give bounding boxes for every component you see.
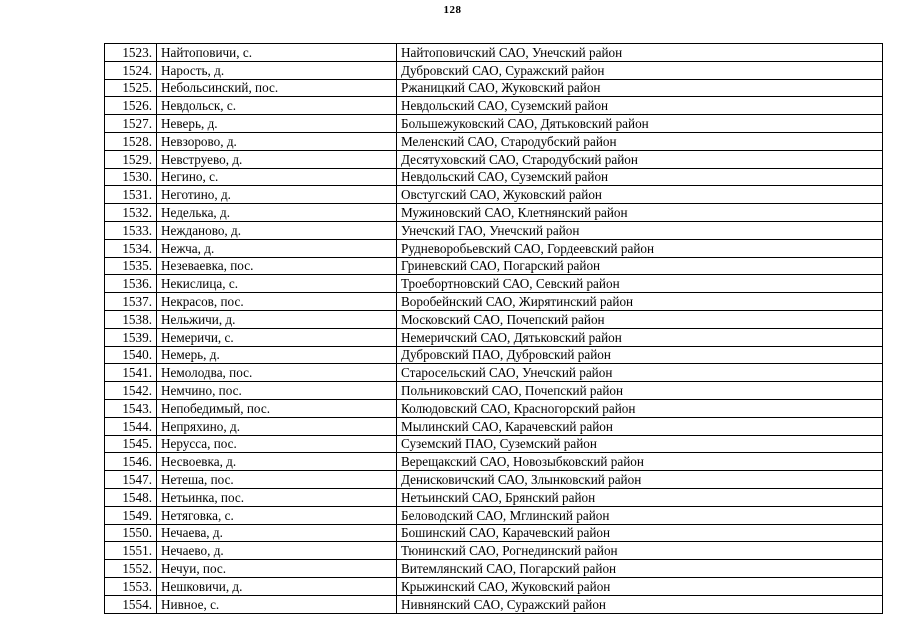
administrative-unit-cell: Колюдовский САО, Красногорский район (397, 399, 883, 417)
settlement-name-cell: Нежча, д. (157, 239, 397, 257)
administrative-unit-cell: Польниковский САО, Почепский район (397, 382, 883, 400)
table-row (105, 399, 883, 417)
table-row (105, 577, 883, 595)
settlement-name-cell: Нивное, с. (157, 595, 397, 613)
table-row (105, 364, 883, 382)
row-number-cell: 1531. (105, 186, 157, 204)
settlement-name-cell: Небольсинский, пос. (157, 79, 397, 97)
row-number-cell: 1542. (105, 382, 157, 400)
table-row (105, 293, 883, 311)
row-number-cell: 1550. (105, 524, 157, 542)
table-row (105, 150, 883, 168)
administrative-unit-cell: Десятуховский САО, Стародубский район (397, 150, 883, 168)
settlement-name-cell: Нежданово, д. (157, 221, 397, 239)
table-row (105, 257, 883, 275)
row-number-cell: 1541. (105, 364, 157, 382)
table-row (105, 115, 883, 133)
settlement-name-cell: Нетьинка, пос. (157, 488, 397, 506)
row-number-cell: 1528. (105, 132, 157, 150)
administrative-unit-cell: Троебортновский САО, Севский район (397, 275, 883, 293)
administrative-unit-cell: Витемлянский САО, Погарский район (397, 560, 883, 578)
settlement-name-cell: Найтоповичи, с. (157, 44, 397, 62)
administrative-unit-cell: Бошинский САО, Карачевский район (397, 524, 883, 542)
settlements-table (104, 43, 883, 614)
administrative-unit-cell: Мужиновский САО, Клетнянский район (397, 204, 883, 222)
settlement-name-cell: Немерь, д. (157, 346, 397, 364)
administrative-unit-cell: Тюнинский САО, Рогнединский район (397, 542, 883, 560)
row-number-cell: 1529. (105, 150, 157, 168)
table-row (105, 382, 883, 400)
table-row (105, 435, 883, 453)
row-number-cell: 1523. (105, 44, 157, 62)
settlement-name-cell: Нерусса, пос. (157, 435, 397, 453)
row-number-cell: 1549. (105, 506, 157, 524)
row-number-cell: 1553. (105, 577, 157, 595)
administrative-unit-cell: Московский САО, Почепский район (397, 310, 883, 328)
settlement-name-cell: Невструево, д. (157, 150, 397, 168)
settlement-name-cell: Непобедимый, пос. (157, 399, 397, 417)
settlement-name-cell: Нетеша, пос. (157, 471, 397, 489)
row-number-cell: 1532. (105, 204, 157, 222)
settlement-name-cell: Неготино, д. (157, 186, 397, 204)
administrative-unit-cell: Суземский ПАО, Суземский район (397, 435, 883, 453)
row-number-cell: 1530. (105, 168, 157, 186)
administrative-unit-cell: Нивнянский САО, Суражский район (397, 595, 883, 613)
table-row (105, 79, 883, 97)
table-row (105, 560, 883, 578)
administrative-unit-cell: Гриневский САО, Погарский район (397, 257, 883, 275)
administrative-unit-cell: Дубровский ПАО, Дубровский район (397, 346, 883, 364)
administrative-unit-cell: Беловодский САО, Мглинский район (397, 506, 883, 524)
administrative-unit-cell: Нетьинский САО, Брянский район (397, 488, 883, 506)
table-row (105, 221, 883, 239)
row-number-cell: 1543. (105, 399, 157, 417)
table-row (105, 488, 883, 506)
settlement-name-cell: Непряхино, д. (157, 417, 397, 435)
table-row (105, 506, 883, 524)
settlement-name-cell: Некислица, с. (157, 275, 397, 293)
administrative-unit-cell: Меленский САО, Стародубский район (397, 132, 883, 150)
table-row (105, 132, 883, 150)
row-number-cell: 1536. (105, 275, 157, 293)
settlement-name-cell: Немчино, пос. (157, 382, 397, 400)
row-number-cell: 1547. (105, 471, 157, 489)
settlement-name-cell: Нетяговка, с. (157, 506, 397, 524)
settlement-name-cell: Нельжичи, д. (157, 310, 397, 328)
row-number-cell: 1552. (105, 560, 157, 578)
table-row (105, 204, 883, 222)
settlement-name-cell: Нарость, д. (157, 61, 397, 79)
table-row (105, 471, 883, 489)
administrative-unit-cell: Ржаницкий САО, Жуковский район (397, 79, 883, 97)
settlement-name-cell: Нечаево, д. (157, 542, 397, 560)
settlement-name-cell: Немеричи, с. (157, 328, 397, 346)
row-number-cell: 1525. (105, 79, 157, 97)
table-row (105, 524, 883, 542)
settlement-name-cell: Неверь, д. (157, 115, 397, 133)
administrative-unit-cell: Воробейнский САО, Жирятинский район (397, 293, 883, 311)
administrative-unit-cell: Рудневоробьевский САО, Гордеевский район (397, 239, 883, 257)
table-row (105, 61, 883, 79)
administrative-unit-cell: Невдольский САО, Суземский район (397, 97, 883, 115)
table-row (105, 453, 883, 471)
settlement-name-cell: Невдольск, с. (157, 97, 397, 115)
table-row (105, 328, 883, 346)
row-number-cell: 1546. (105, 453, 157, 471)
settlement-name-cell: Негино, с. (157, 168, 397, 186)
administrative-unit-cell: Крыжинский САО, Жуковский район (397, 577, 883, 595)
table-row (105, 275, 883, 293)
settlement-name-cell: Неделька, д. (157, 204, 397, 222)
table-row (105, 186, 883, 204)
table-row (105, 595, 883, 613)
settlement-name-cell: Нешковичи, д. (157, 577, 397, 595)
settlement-name-cell: Невзорово, д. (157, 132, 397, 150)
table-row (105, 168, 883, 186)
table-row (105, 542, 883, 560)
row-number-cell: 1554. (105, 595, 157, 613)
settlement-name-cell: Нечуи, пос. (157, 560, 397, 578)
administrative-unit-cell: Большежуковский САО, Дятьковский район (397, 115, 883, 133)
row-number-cell: 1537. (105, 293, 157, 311)
administrative-unit-cell: Мылинский САО, Карачевский район (397, 417, 883, 435)
page-number: 128 (443, 4, 462, 16)
settlement-name-cell: Нечаева, д. (157, 524, 397, 542)
table-row (105, 97, 883, 115)
administrative-unit-cell: Невдольский САО, Суземский район (397, 168, 883, 186)
row-number-cell: 1526. (105, 97, 157, 115)
row-number-cell: 1548. (105, 488, 157, 506)
settlement-name-cell: Некрасов, пос. (157, 293, 397, 311)
administrative-unit-cell: Старосельский САО, Унечский район (397, 364, 883, 382)
row-number-cell: 1540. (105, 346, 157, 364)
settlement-name-cell: Немолодва, пос. (157, 364, 397, 382)
settlement-name-cell: Незеваевка, пос. (157, 257, 397, 275)
administrative-unit-cell: Найтоповичский САО, Унечский район (397, 44, 883, 62)
table-row (105, 239, 883, 257)
administrative-unit-cell: Овстугский САО, Жуковский район (397, 186, 883, 204)
row-number-cell: 1527. (105, 115, 157, 133)
row-number-cell: 1551. (105, 542, 157, 560)
table-row (105, 310, 883, 328)
administrative-unit-cell: Денисковичский САО, Злынковский район (397, 471, 883, 489)
administrative-unit-cell: Дубровский САО, Суражский район (397, 61, 883, 79)
table-row (105, 44, 883, 62)
row-number-cell: 1545. (105, 435, 157, 453)
settlement-name-cell: Несвоевка, д. (157, 453, 397, 471)
settlements-table-body (105, 44, 883, 614)
row-number-cell: 1533. (105, 221, 157, 239)
row-number-cell: 1535. (105, 257, 157, 275)
table-row (105, 346, 883, 364)
row-number-cell: 1534. (105, 239, 157, 257)
row-number-cell: 1524. (105, 61, 157, 79)
administrative-unit-cell: Немеричский САО, Дятьковский район (397, 328, 883, 346)
table-row (105, 417, 883, 435)
row-number-cell: 1544. (105, 417, 157, 435)
administrative-unit-cell: Унечский ГАО, Унечский район (397, 221, 883, 239)
row-number-cell: 1539. (105, 328, 157, 346)
row-number-cell: 1538. (105, 310, 157, 328)
administrative-unit-cell: Верещакский САО, Новозыбковский район (397, 453, 883, 471)
